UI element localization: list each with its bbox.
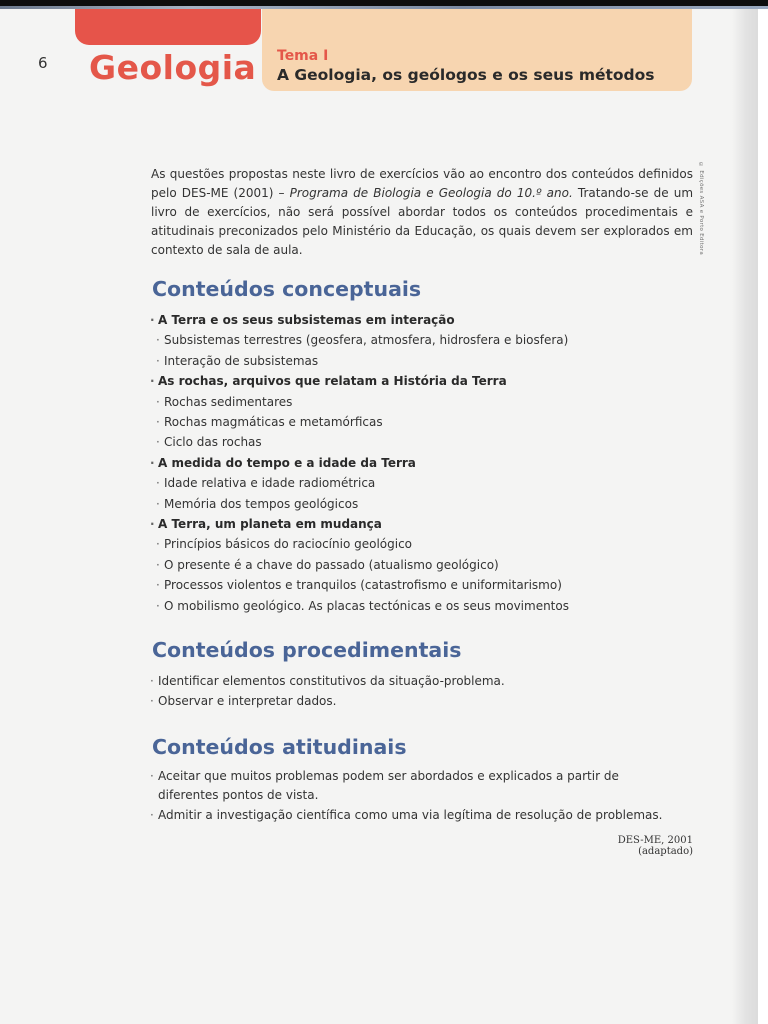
list-item: · Subsistemas terrestres (geosfera, atmosfera, hidrosfera e biosfera) [156,330,569,350]
page-edge [758,9,768,1024]
source-citation: DES-ME, 2001 (adaptado) [617,835,693,857]
theme-label: Tema I [277,48,329,64]
list-item: · Idade relativa e idade radiométrica [156,473,569,493]
list-item: · Aceitar que muitos problemas podem ser abordados e explicados a partir de diferentes pontos de vista. [150,767,678,805]
list-item: · Processos violentos e tranquilos (catastrofismo e uniformitarismo) [156,575,569,595]
list-item-topic: · As rochas, arquivos que relatam a História da Terra [150,371,569,391]
list-item-topic: · A Terra e os seus subsistemas em interação [150,310,569,330]
intro-paragraph [151,165,693,260]
list-procedural [150,671,505,712]
page-number: 6 [38,54,48,72]
heading-conceptual: Conteúdos conceptuais [152,277,422,301]
list-item: · Admitir a investigação científica como uma via legítima de resolução de problemas. [150,806,678,825]
intro-program-title: Programa de Biologia e Geologia do 10.º ano. [289,186,573,200]
intro-text-2: Tratando-se de um livro de exercícios, não será possível abordar todos os conteúdos procedimentais e atitudinais preconizados pelo Ministério da Educação, os quais devem ser explorados em contexto de sala de aula. [151,186,694,257]
list-attitudinal [150,767,678,826]
list-item-topic: · A medida do tempo e a idade da Terra [150,453,569,473]
list-item: · Princípios básicos do raciocínio geológico [156,534,569,554]
heading-attitudinal: Conteúdos atitudinais [152,735,407,759]
list-item: · Ciclo das rochas [156,432,569,452]
list-conceptual [150,310,569,616]
intro-text-1: As questões propostas neste livro de exercícios vão ao encontro dos conteúdos definidos pelo DES-ME (2001) – [151,167,693,200]
list-item: · Identificar elementos constitutivos da situação-problema. [150,671,505,691]
subject-tab [75,9,261,45]
list-item: · O presente é a chave do passado (atualismo geológico) [156,555,569,575]
list-item-topic: · A Terra, um planeta em mudança [150,514,569,534]
list-item: · Rochas magmáticas e metamórficas [156,412,569,432]
side-credit: © Edições ASA e Porto Editora [698,162,704,255]
list-item: · Observar e interpretar dados. [150,691,505,711]
subject-title: Geologia [89,48,257,87]
list-item: · O mobilismo geológico. As placas tectónicas e os seus movimentos [156,596,569,616]
theme-title: A Geologia, os geólogos e os seus métodos [277,66,655,84]
list-item: · Rochas sedimentares [156,392,569,412]
heading-procedural: Conteúdos procedimentais [152,638,462,662]
list-item: · Interação de subsistemas [156,351,569,371]
list-item: · Memória dos tempos geológicos [156,494,569,514]
